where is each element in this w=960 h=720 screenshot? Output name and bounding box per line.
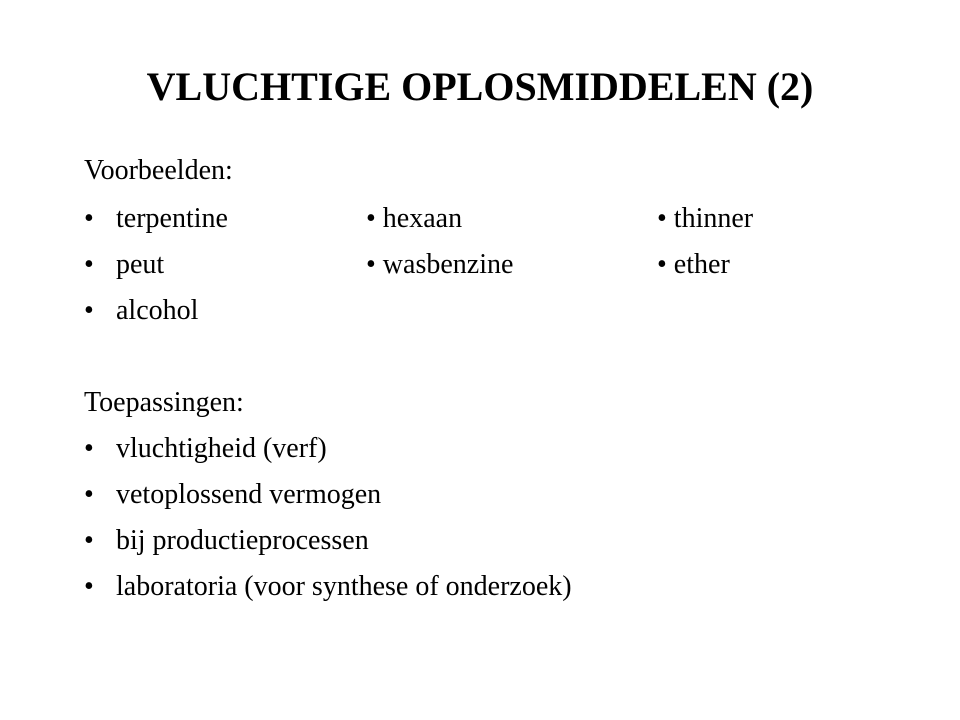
bullet-icon: • <box>84 249 94 280</box>
example-item-terpentine: terpentine <box>116 203 228 234</box>
bullet-icon: • <box>84 571 94 602</box>
application-item: vluchtigheid (verf) <box>116 433 327 464</box>
bullet-icon: • <box>84 433 94 464</box>
example-item-hexaan: • hexaan <box>366 203 463 234</box>
examples-heading: Voorbeelden: <box>84 155 233 186</box>
slide-title: VLUCHTIGE OPLOSMIDDELEN (2) <box>146 64 814 109</box>
application-item: bij productieprocessen <box>116 525 369 556</box>
application-item: vetoplossend vermogen <box>116 479 382 510</box>
bullet-icon: • <box>84 525 94 556</box>
bullet-icon: • <box>84 295 94 326</box>
bullet-icon: • <box>84 479 94 510</box>
example-item-thinner: • thinner <box>657 203 754 234</box>
example-item-ether: • ether <box>657 249 730 280</box>
application-item: laboratoria (voor synthese of onderzoek) <box>116 571 572 602</box>
example-item-wasbenzine: • wasbenzine <box>366 249 514 280</box>
example-item-peut: peut <box>116 249 165 280</box>
applications-heading: Toepassingen: <box>84 387 244 418</box>
example-item-alcohol: alcohol <box>116 295 199 326</box>
bullet-icon: • <box>84 203 94 234</box>
